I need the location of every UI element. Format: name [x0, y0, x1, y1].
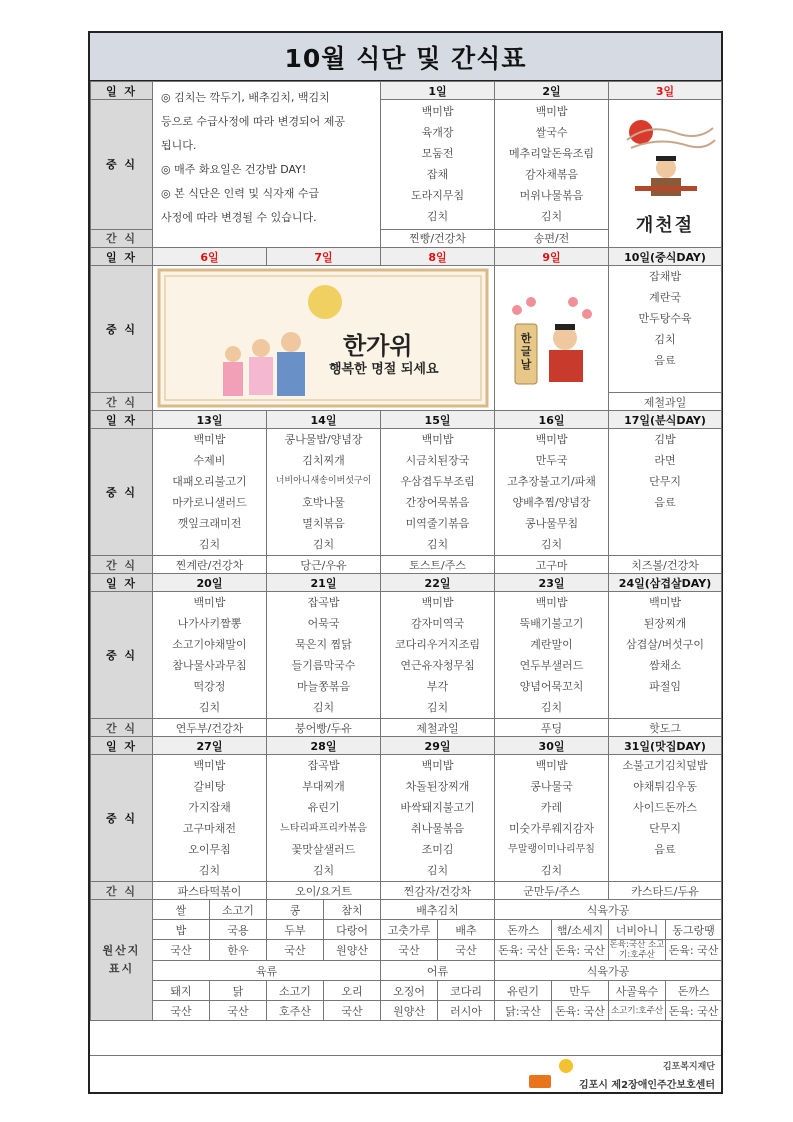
- title-bar: [90, 33, 721, 81]
- snack-cell: 제철과일: [381, 719, 495, 737]
- snack-cell: 연두부/건강차: [153, 719, 267, 737]
- day-header: 24일(삼겹살DAY): [609, 574, 722, 592]
- menu-item: 무말랭이미나리무침: [508, 844, 595, 855]
- menu-item: 음료: [654, 496, 676, 509]
- menu-item: 바싹돼지불고기: [400, 801, 475, 814]
- origin-cell: 호주산: [267, 1001, 324, 1021]
- menu-item: 단무지: [649, 822, 681, 835]
- snack-cell: 붕어빵/두유: [267, 719, 381, 737]
- menu-item: 머위나물볶음: [519, 189, 584, 203]
- origin-cell: 돈까스: [495, 920, 552, 940]
- origin-cell: 돈육: 국산: [552, 940, 609, 961]
- row-label-lunch: 중 식: [91, 755, 153, 882]
- menu-item: 오이무침: [188, 843, 231, 856]
- snack-cell: 토스트/주스: [381, 556, 495, 574]
- menu-item: 김치: [312, 864, 335, 877]
- row-label-date: 일 자: [91, 574, 153, 592]
- banner-subtitle: 행복한 명절 되세요: [329, 362, 439, 377]
- menu-item: 김치: [426, 538, 449, 551]
- menu-item: 김치: [426, 210, 449, 224]
- menu-cell: [267, 755, 381, 882]
- origin-cell: 국산: [153, 1001, 210, 1021]
- origin-cell: 어류: [381, 961, 495, 981]
- menu-item: 백미밥: [421, 433, 454, 446]
- note-line: ◎ 매주 화요일은 건강밥 DAY!: [161, 163, 307, 176]
- row-label-date: 일 자: [91, 82, 153, 100]
- origin-cell: 소고기: [267, 981, 324, 1001]
- menu-item: 육개장: [421, 126, 454, 140]
- menu-item: 단무지: [649, 475, 681, 488]
- menu-item: 카레: [540, 801, 563, 814]
- origin-cell: 돈육:국산 소고기:호주산: [609, 940, 665, 960]
- menu-cell: [153, 429, 267, 556]
- foundation-logo-icon: [559, 1059, 573, 1073]
- origin-cell: 육류: [153, 961, 381, 981]
- menu-item: 잡곡밥: [307, 759, 340, 772]
- menu-item: 김치: [426, 864, 449, 877]
- menu-item: 마카로니샐러드: [172, 496, 247, 509]
- origin-cell: 코다리: [438, 981, 495, 1001]
- origin-cell: 국산: [210, 1001, 267, 1021]
- menu-item: 콩나물무침: [524, 517, 579, 530]
- menu-item: 참나물사과무침: [172, 659, 247, 672]
- menu-item: 백미밥: [535, 105, 568, 119]
- origin-cell: 유린기: [495, 981, 552, 1001]
- snack-cell: 찐계란/건강차: [153, 556, 267, 574]
- day-header: 29일: [381, 737, 495, 755]
- menu-item: 연두부샐러드: [519, 659, 584, 672]
- hangul-day-icon: [495, 266, 608, 410]
- origin-cell: 돈까스: [666, 981, 722, 1001]
- menu-item: 소불고기김치덮밥: [622, 759, 708, 772]
- menu-item: 김치: [198, 701, 221, 714]
- origin-cell: 원양산: [324, 940, 381, 961]
- menu-item: 야채튀김우동: [633, 780, 697, 793]
- holiday-caption: 개천절: [635, 215, 695, 236]
- menu-cell: [381, 100, 495, 230]
- day-header: 17일(분식DAY): [609, 411, 722, 429]
- menu-item: 음료: [654, 843, 676, 856]
- day-header: 13일: [153, 411, 267, 429]
- menu-item: [609, 860, 721, 881]
- menu-item: 도라지무침: [410, 189, 465, 203]
- chuseok-banner: [153, 266, 495, 411]
- menu-item: 멸치볶음: [302, 517, 345, 530]
- menu-item: [609, 534, 721, 555]
- menu-item: 잡곡밥: [307, 596, 340, 609]
- chuseok-illustration-icon: [153, 266, 493, 410]
- menu-item: 삼겹살/버섯구이: [625, 638, 705, 651]
- menu-item: 잡채: [426, 168, 449, 182]
- origin-cell: 국산: [381, 940, 438, 961]
- menu-item: 느타리파프리카볶음: [280, 823, 367, 834]
- menu-item: 메추리알돈육조림: [509, 147, 595, 161]
- menu-cell: [495, 592, 609, 719]
- origin-cell: 배추김치: [381, 900, 495, 920]
- origin-cell: 러시아: [438, 1001, 495, 1021]
- menu-item: 된장찌개: [643, 617, 687, 630]
- menu-sheet: [88, 31, 723, 1094]
- origin-cell: 배추: [438, 920, 495, 940]
- day-header: 27일: [153, 737, 267, 755]
- menu-item: 마늘쫑볶음: [296, 680, 351, 693]
- menu-item: 연근유자청무침: [400, 659, 475, 672]
- menu-cell: [267, 592, 381, 719]
- menu-item: 미역줄기볶음: [405, 517, 470, 530]
- menu-item: 양배추찜/양념장: [512, 496, 591, 509]
- origin-cell: 돈육: 국산: [666, 1001, 722, 1021]
- snack-cell: 당근/우유: [267, 556, 381, 574]
- menu-item: 묵은지 찜닭: [295, 638, 352, 651]
- origin-cell: 소고기:호주산: [609, 1001, 666, 1021]
- snack-cell: 제철과일: [609, 393, 722, 411]
- menu-item: 김치: [540, 701, 563, 714]
- menu-item: 음료: [654, 354, 676, 367]
- day-header: 21일: [267, 574, 381, 592]
- note-line: 사정에 따라 변경될 수 있습니다.: [161, 211, 317, 224]
- day-header-holiday: 9일: [495, 248, 609, 266]
- menu-item: 백미밥: [193, 433, 226, 446]
- day-header: 2일: [495, 82, 609, 100]
- note-line: 됩니다.: [161, 139, 197, 152]
- menu-item: 부각: [426, 680, 449, 693]
- hangul-caption: 한글날: [520, 332, 532, 371]
- menu-item: 쌀국수: [535, 126, 568, 140]
- menu-item: [609, 513, 721, 534]
- menu-item: 우삼겹두부조림: [400, 475, 475, 488]
- menu-item: 백미밥: [535, 596, 568, 609]
- day-header: 14일: [267, 411, 381, 429]
- row-label-snack: 간 식: [91, 882, 153, 900]
- origin-cell: 국용: [210, 920, 267, 940]
- page-title: 10월 식단 및 간식표: [284, 43, 527, 73]
- menu-item: 김치: [198, 864, 221, 877]
- menu-cell: [609, 266, 722, 393]
- center-name: 김포시 제2장애인주간보호센터: [578, 1080, 715, 1091]
- origin-cell: 고춧가루: [381, 920, 438, 940]
- snack-cell: 오이/요거트: [267, 882, 381, 900]
- menu-item: 김밥: [654, 433, 676, 446]
- menu-cell: [495, 429, 609, 556]
- origin-cell: 국산: [267, 940, 324, 961]
- day-header: 30일: [495, 737, 609, 755]
- menu-item: 간장어묵볶음: [405, 496, 470, 509]
- notes-box: [153, 82, 381, 248]
- menu-item: 감자미역국: [410, 617, 465, 630]
- menu-item: 김치: [540, 864, 563, 877]
- row-label-lunch: 중 식: [91, 429, 153, 556]
- menu-cell: [153, 755, 267, 882]
- origin-label: 원산지 표시: [91, 900, 153, 1021]
- menu-item: 김치찌개: [302, 454, 345, 467]
- menu-item: 갈비탕: [193, 780, 226, 793]
- menu-item: 미숫가루웨지감자: [509, 822, 595, 835]
- menu-item: 김치: [654, 333, 676, 346]
- menu-item: 만두탕수육: [638, 312, 692, 325]
- menu-item: 고구마채전: [182, 822, 237, 835]
- menu-cell: [381, 429, 495, 556]
- menu-item: 잡채밥: [649, 270, 681, 283]
- origin-cell: 식육가공: [495, 961, 722, 981]
- menu-item: 시금치된장국: [405, 454, 470, 467]
- menu-item: 양념어묵꼬치: [519, 680, 584, 693]
- origin-cell: 동그랑땡: [666, 920, 722, 940]
- menu-cell: [495, 100, 609, 230]
- day-header: 28일: [267, 737, 381, 755]
- menu-item: 모둠전: [421, 147, 454, 161]
- menu-cell: [609, 755, 722, 882]
- menu-item: 꽃맛살샐러드: [291, 843, 356, 856]
- menu-item: 취나물볶음: [410, 822, 465, 835]
- day-header: 31일(맛집DAY): [609, 737, 722, 755]
- snack-cell: 찐감자/건강차: [381, 882, 495, 900]
- day-header: 15일: [381, 411, 495, 429]
- day-header: 20일: [153, 574, 267, 592]
- menu-item: 김치: [540, 210, 563, 224]
- menu-item: 백미밥: [421, 105, 454, 119]
- gaecheonjeol-illustration: [609, 100, 722, 248]
- menu-item: 고추장불고기/파채: [507, 475, 596, 488]
- menu-item: 감자채볶음: [524, 168, 579, 182]
- origin-cell: 국산: [438, 940, 495, 961]
- row-label-lunch: 중 식: [91, 100, 153, 230]
- day-header: 10일(중식DAY): [609, 248, 722, 266]
- menu-item: 부대찌개: [302, 780, 345, 793]
- origin-cell: 밥: [153, 920, 210, 940]
- day-header-holiday: 6일: [153, 248, 267, 266]
- menu-item: 김치: [312, 538, 335, 551]
- menu-item: 백미밥: [535, 759, 568, 772]
- menu-item: 계란국: [649, 291, 681, 304]
- menu-item: 나가사키짬뽕: [177, 617, 242, 630]
- origin-cell: 참치: [324, 900, 381, 920]
- menu-item: 깻잎크래미전: [177, 517, 242, 530]
- row-label-date: 일 자: [91, 411, 153, 429]
- menu-item: 백미밥: [649, 596, 681, 609]
- row-label-lunch: 중 식: [91, 266, 153, 393]
- snack-cell: 파스타떡볶이: [153, 882, 267, 900]
- origin-cell: 오리: [324, 981, 381, 1001]
- origin-cell: 햄/소세지: [552, 920, 609, 940]
- row-label-date: 일 자: [91, 248, 153, 266]
- menu-item: 김치: [426, 701, 449, 714]
- menu-item: 수제비: [193, 454, 226, 467]
- row-label-lunch: 중 식: [91, 592, 153, 719]
- menu-item: 파절임: [649, 680, 681, 693]
- origin-cell: 닭: [210, 981, 267, 1001]
- menu-item: 뚝배기불고기: [519, 617, 584, 630]
- menu-item: 김치: [312, 701, 335, 714]
- note-line: ◎ 김치는 깍두기, 배추김치, 백김치: [161, 91, 330, 104]
- origin-cell: 국산: [153, 940, 210, 961]
- day-header: 22일: [381, 574, 495, 592]
- snack-cell: 찐빵/건강차: [381, 229, 495, 247]
- snack-cell: 군만두/주스: [495, 882, 609, 900]
- origin-cell: 만두: [552, 981, 609, 1001]
- menu-item: 코다리우거지조림: [395, 638, 481, 651]
- hangul-day-illustration: [495, 266, 609, 411]
- day-header-holiday: 8일: [381, 248, 495, 266]
- origin-cell: 사골육수: [609, 981, 666, 1001]
- menu-cell: [381, 755, 495, 882]
- row-label-snack: 간 식: [91, 393, 153, 411]
- day-header: 16일: [495, 411, 609, 429]
- menu-item: [609, 371, 721, 392]
- origin-cell: 원양산: [381, 1001, 438, 1021]
- menu-item: 라면: [654, 454, 676, 467]
- row-label-snack: 간 식: [91, 719, 153, 737]
- menu-item: 김치: [540, 538, 563, 551]
- day-header-holiday: 3일: [609, 82, 722, 100]
- menu-item: 대패오리불고기: [172, 475, 247, 488]
- menu-cell: [381, 592, 495, 719]
- menu-item: 만두국: [535, 454, 568, 467]
- menu-item: 들기름막국수: [291, 659, 356, 672]
- menu-item: 호박나물: [302, 496, 345, 509]
- menu-item: 조미김: [421, 843, 454, 856]
- menu-grid: [90, 81, 722, 1021]
- row-label-snack: 간 식: [91, 229, 153, 247]
- row-label-snack: 간 식: [91, 556, 153, 574]
- menu-cell: [153, 592, 267, 719]
- snack-cell: 치즈볼/건강차: [609, 556, 722, 574]
- menu-item: 쌈채소: [649, 659, 681, 672]
- menu-cell: [267, 429, 381, 556]
- origin-cell: 콩: [267, 900, 324, 920]
- menu-item: 백미밥: [535, 433, 568, 446]
- day-header-holiday: 7일: [267, 248, 381, 266]
- menu-cell: [495, 755, 609, 882]
- origin-cell: 국산: [324, 1001, 381, 1021]
- menu-cell: [609, 429, 722, 556]
- origin-cell: 돈육: 국산: [666, 940, 722, 961]
- menu-item: 김치: [198, 538, 221, 551]
- menu-item: 소고기야채말이: [172, 638, 247, 651]
- snack-cell: 푸딩: [495, 719, 609, 737]
- snack-cell: 카스타드/두유: [609, 882, 722, 900]
- snack-cell: 핫도그: [609, 719, 722, 737]
- snack-cell: 고구마: [495, 556, 609, 574]
- menu-item: 너비아니새송이버섯구이: [275, 476, 372, 486]
- row-label-date: 일 자: [91, 737, 153, 755]
- menu-item: 떡강정: [193, 680, 226, 693]
- menu-item: 백미밥: [193, 596, 226, 609]
- menu-item: 백미밥: [421, 759, 454, 772]
- note-line: 등으로 수급사정에 따라 변경되어 제공: [161, 115, 346, 128]
- center-logo-icon: [529, 1075, 551, 1088]
- foundation-name: 김포복지재단: [662, 1062, 715, 1072]
- menu-item: 콩나물밥/양념장: [284, 433, 363, 446]
- origin-cell: 너비아니: [609, 920, 666, 940]
- origin-cell: 돈육: 국산: [495, 940, 552, 961]
- origin-cell: 쌀: [153, 900, 210, 920]
- menu-cell: [609, 592, 722, 719]
- origin-cell: 닭:국산: [495, 1001, 552, 1021]
- footer: [90, 1055, 721, 1094]
- note-line: ◎ 본 식단은 인력 및 식자재 수급: [161, 187, 320, 200]
- menu-item: 유린기: [307, 801, 340, 814]
- origin-cell: 두부: [267, 920, 324, 940]
- menu-item: 사이드돈까스: [633, 801, 697, 814]
- menu-item: 백미밥: [193, 759, 226, 772]
- banner-title: 한가위: [343, 332, 413, 360]
- menu-item: 계란말이: [530, 638, 573, 651]
- origin-cell: 돼지: [153, 981, 210, 1001]
- origin-cell: 돈육: 국산: [552, 1001, 609, 1021]
- day-header: 1일: [381, 82, 495, 100]
- origin-cell: 오징어: [381, 981, 438, 1001]
- origin-cell: 소고기: [210, 900, 267, 920]
- menu-item: 백미밥: [421, 596, 454, 609]
- origin-cell: 식육가공: [495, 900, 722, 920]
- menu-item: 가지잡채: [188, 801, 231, 814]
- menu-item: 콩나물국: [530, 780, 573, 793]
- origin-cell: 한우: [210, 940, 267, 961]
- menu-item: [609, 697, 721, 718]
- day-header: 23일: [495, 574, 609, 592]
- menu-item: 어묵국: [307, 617, 340, 630]
- origin-cell: 다랑어: [324, 920, 381, 940]
- snack-cell: 송편/전: [495, 229, 609, 247]
- menu-item: 차돌된장찌개: [405, 780, 470, 793]
